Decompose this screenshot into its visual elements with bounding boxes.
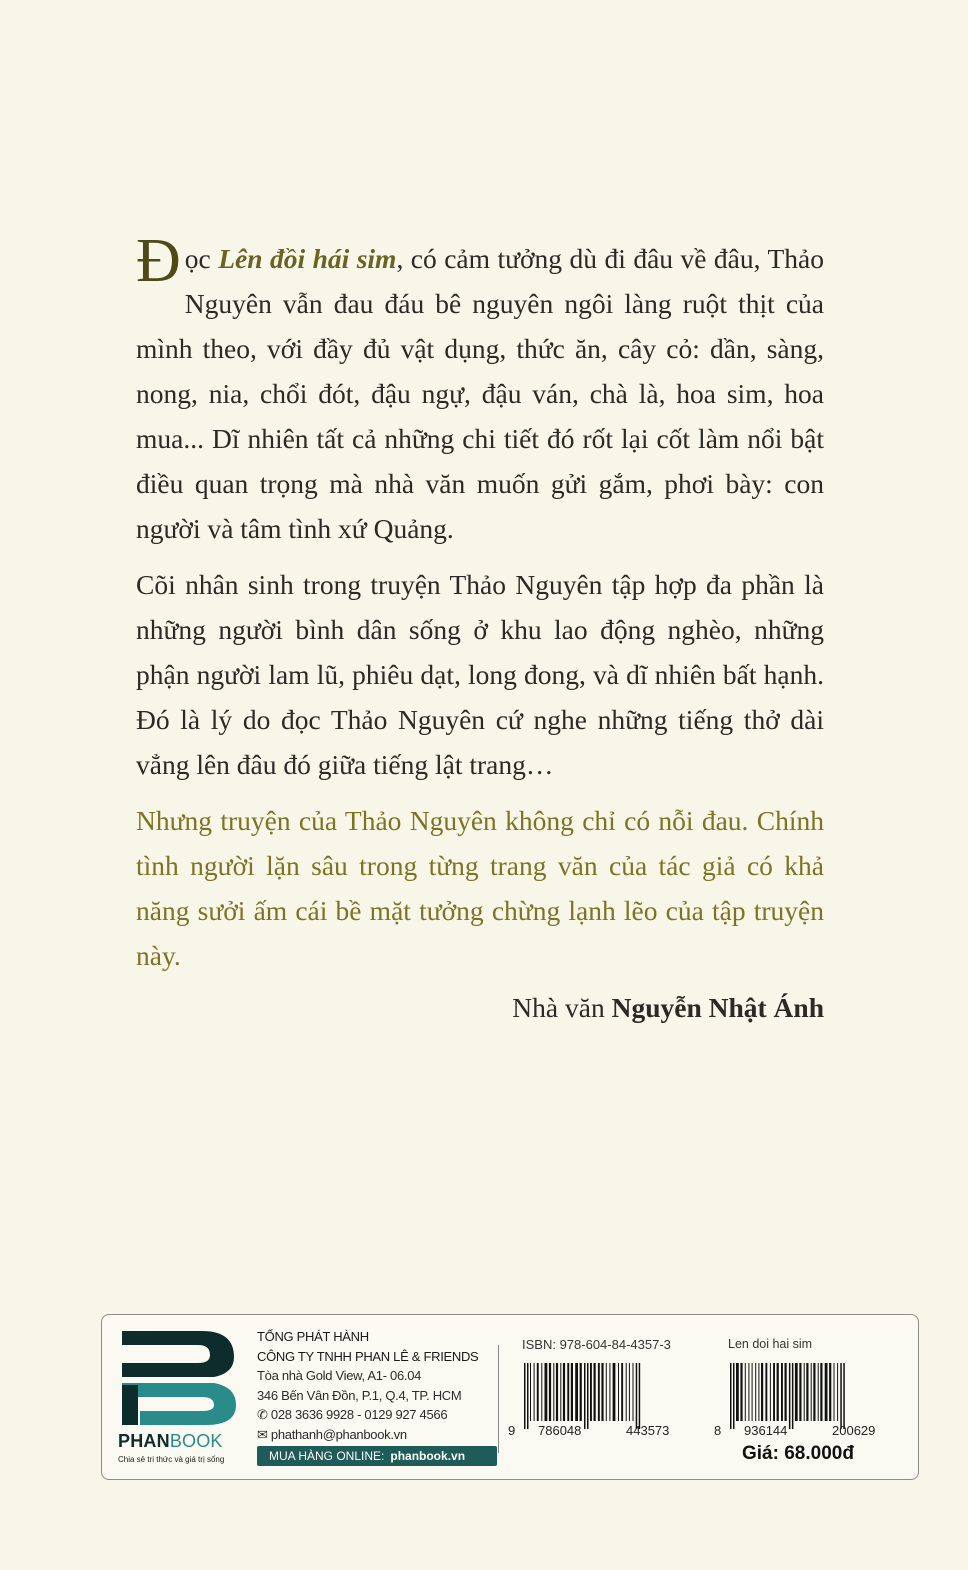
isbn-label: ISBN: 978-604-84-4357-3 (522, 1337, 671, 1352)
review-p1-rest: , có cảm tưởng dù đi đâu về đâu, Thảo Nguyên vẫn đau đáu bê nguyên ngôi làng ruột thịt của mình theo, với đầy đủ vật dụng, thức ăn, cây cỏ: dần, sàng, nong, nia, chổi đót, đậu ngự, đậu ván, chà là, hoa sim, hoa mua... Dĩ nhiên tất cả những chi tiết đó rốt lại cốt làm nổi bật điều quan trọng mà nhà văn muốn gửi gắm, phơi bày: con người và tâm tình xứ Quảng. (136, 243, 824, 544)
buy-online-bar[interactable] (257, 1446, 497, 1466)
drop-cap: Đ (136, 227, 181, 295)
logo-phan: PHAN (118, 1431, 170, 1451)
barcode-bar (811, 1363, 812, 1421)
barcode-bar (556, 1363, 558, 1421)
footer-divider (498, 1345, 499, 1453)
logo-tagline: Chia sẻ tri thức và giá trị sống (118, 1455, 225, 1464)
barcode-bar (736, 1363, 739, 1421)
barcode-bar (545, 1363, 548, 1421)
review-p1-start: ọc (184, 243, 219, 274)
barcode-bar (765, 1363, 767, 1421)
barcode-bar (598, 1363, 600, 1421)
barcode-bar (534, 1363, 535, 1421)
barcode-bar (785, 1363, 787, 1421)
barcode-bar (575, 1363, 578, 1421)
barcode-bar (818, 1363, 819, 1421)
price-label: Giá: 68.000đ (742, 1443, 854, 1464)
email-line: ✉ phathanh@phanbook.vn (257, 1426, 407, 1442)
barcode-bar (580, 1363, 582, 1421)
buy-online-url[interactable]: phanbook.vn (390, 1449, 466, 1463)
barcode-bar (567, 1363, 569, 1421)
barcode-bar (820, 1363, 822, 1421)
barcode2-digits-right: 200629 (832, 1423, 876, 1438)
barcode-bar (730, 1363, 732, 1429)
publisher-footer (101, 1314, 919, 1480)
barcode-bar (773, 1363, 775, 1421)
barcode-bar (527, 1363, 529, 1429)
barcode1-digits-left: 786048 (538, 1423, 582, 1438)
barcode2-digits-left: 936144 (744, 1423, 788, 1438)
barcode-bar (618, 1363, 619, 1421)
barcode-bar (740, 1363, 742, 1421)
barcode-bar (609, 1363, 610, 1421)
barcode-bar (840, 1363, 842, 1429)
distributor-label: TỔNG PHÁT HÀNH (257, 1329, 369, 1344)
barcode-bar (795, 1363, 798, 1421)
barcode1-digits-right: 443573 (626, 1423, 670, 1438)
barcode-bar (563, 1363, 565, 1421)
review-paragraph-2: Cõi nhân sinh trong truyện Thảo Nguyên tập hợp đa phần là những người bình dân sống ở khu lao động nghèo, những phận người lam lũ, phiêu dạt, long đong, và dĩ nhiên bất hạnh. Đó là lý do đọc Thảo Nguyên cứ nghe những tiếng thở dài vẳng lên đâu đó giữa tiếng lật trang… (136, 569, 824, 780)
barcode-bar (601, 1363, 603, 1421)
address-line-1: Tòa nhà Gold View, A1- 06.04 (257, 1368, 422, 1383)
address-line-2: 346 Bến Vân Đồn, P.1, Q.4, TP. HCM (257, 1387, 462, 1403)
barcode-bar (584, 1363, 586, 1429)
barcode-bar (587, 1363, 589, 1429)
barcode-bar (813, 1363, 815, 1421)
logo-book: BOOK (169, 1431, 223, 1451)
logo-wordmark (118, 1431, 238, 1452)
barcode-bar (560, 1363, 561, 1421)
back-cover-review (136, 227, 824, 1030)
barcode-bar (524, 1363, 526, 1429)
barcode-bar (606, 1363, 607, 1421)
barcode-bar (781, 1363, 783, 1421)
barcode-bar (792, 1363, 794, 1429)
barcode-bar (748, 1363, 749, 1421)
barcode2-digit-lead: 8 (714, 1423, 722, 1438)
phanbook-logo-icon (118, 1329, 238, 1429)
barcode-bar (633, 1363, 634, 1421)
book-code-label: Len doi hai sim (728, 1337, 813, 1351)
barcode-bar (834, 1363, 835, 1421)
review-signature (136, 985, 824, 1030)
barcode-bar (770, 1363, 771, 1421)
company-name: CÔNG TY TNHH PHAN LÊ & FRIENDS (257, 1348, 479, 1364)
book-title-inline: Lên đồi hái sim (218, 243, 397, 274)
barcode1-digit-lead: 9 (508, 1423, 516, 1438)
barcode-bar (530, 1363, 531, 1421)
barcode-bar (777, 1363, 779, 1421)
barcode-bar (761, 1363, 763, 1421)
barcode-bar (752, 1363, 753, 1421)
isbn-barcode (522, 1363, 702, 1429)
barcode-bar (594, 1363, 596, 1421)
review-paragraph-1 (136, 227, 824, 551)
barcode-bar (789, 1363, 791, 1429)
publisher-info (257, 1327, 497, 1444)
barcode-bar (571, 1363, 573, 1421)
barcode-bar (804, 1363, 805, 1421)
barcode-bar (553, 1363, 554, 1421)
barcode-bar (621, 1363, 623, 1421)
product-barcode (728, 1363, 908, 1429)
barcode-bar (799, 1363, 801, 1421)
review-paragraph-3: Nhưng truyện của Thảo Nguyên không chỉ có nỗi đau. Chính tình người lặn sâu trong từng trang văn của tác giả có khả năng sưởi ấm cái bề mặt tưởng chừng lạnh lẽo của tập truyện này. (136, 805, 824, 971)
barcode-bar (537, 1363, 539, 1421)
barcode-bar (758, 1363, 759, 1421)
barcode-bar (755, 1363, 756, 1421)
barcode-bar (590, 1363, 592, 1421)
signature-prefix: Nhà văn (512, 992, 612, 1023)
buy-online-label: MUA HÀNG ONLINE: (269, 1449, 385, 1463)
barcode-bar (636, 1363, 638, 1429)
barcode-bar (825, 1363, 828, 1421)
barcode-bar (629, 1363, 630, 1421)
barcode-bar (829, 1363, 831, 1421)
barcode-bar (639, 1363, 641, 1429)
barcode-bar (613, 1363, 616, 1421)
barcode-bar (549, 1363, 551, 1421)
barcode-bar (733, 1363, 735, 1429)
barcode-bar (843, 1363, 845, 1429)
barcode-bar (626, 1363, 627, 1421)
phanbook-logo (118, 1329, 238, 1469)
signature-name: Nguyễn Nhật Ánh (611, 992, 824, 1023)
barcode-bar (806, 1363, 808, 1421)
phone-line: ✆ 028 3636 9928 - 0129 927 4566 (257, 1407, 448, 1422)
barcode-bar (745, 1363, 746, 1421)
barcode-bar (541, 1363, 542, 1421)
barcode-bar (837, 1363, 838, 1421)
